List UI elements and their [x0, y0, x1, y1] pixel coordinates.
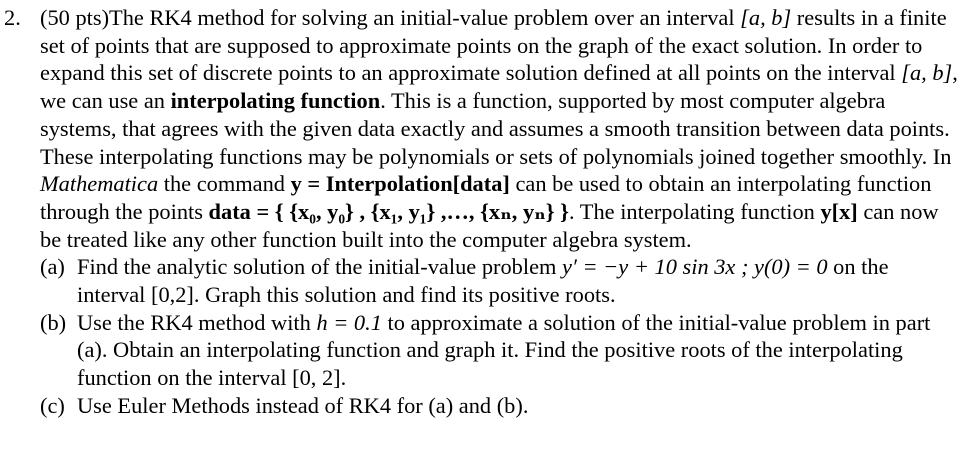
points-expression: data = { {x₀, y₀} , {x₁, y₁} ,…, {xₙ, yₙ} }	[208, 198, 570, 224]
part-a-text-1: Find the analytic solution of the initial-value problem	[77, 254, 563, 280]
part-b	[2, 309, 962, 392]
part-b-text-3: .	[340, 365, 347, 391]
problem-2	[2, 4, 962, 253]
intro-text-3: , we can use an	[40, 60, 958, 114]
intro-text-7: . The interpolating function	[569, 198, 821, 224]
part-a-label: (a)	[40, 254, 65, 280]
part-c	[2, 392, 962, 420]
interpolating-function-bold: interpolating function	[170, 88, 381, 114]
part-a-interval: [0,2]	[150, 282, 194, 308]
intro-text-1: (50 pts)The RK4 method for solving an initial-value problem over an interval	[40, 5, 741, 30]
part-b-interval: [0, 2]	[292, 365, 341, 391]
sub-parts-list	[2, 253, 962, 419]
intro-text-2: results in a finite set of points that are supposed to approximate points on the graph of the exact solution. In order to expand this set of discrete points to an approximate solution defined at all points on the interval	[40, 5, 947, 86]
interval-ab-math: [a, b]	[740, 5, 792, 30]
part-b-text-1: Use the RK4 method with	[77, 309, 317, 335]
part-a-text-3: . Graph this solution and find its positive roots.	[193, 282, 616, 308]
part-b-label: (b)	[40, 309, 67, 335]
part-a-ode: y′ = −y + 10 sin 3x ; y(0) = 0	[562, 254, 828, 280]
yx-expression: y[x]	[820, 198, 858, 224]
part-b-text-2: to approximate a solution of the initial-value problem in part (a). Obtain an interpolating function and graph it. Find the positive roots of the interpolating function on the interval	[77, 309, 931, 391]
part-a-text-2: on the interval	[77, 254, 889, 308]
intro-text-5: the command	[158, 171, 291, 197]
part-c-label: (c)	[40, 392, 65, 418]
part-a	[2, 253, 962, 308]
intro-text-4: . This is a function, supported by most computer algebra systems, that agrees with the given data exactly and assumes a smooth transition between data points. These interpolating functions may be polynomials or sets of polynomials joined together smoothly. In	[40, 88, 952, 169]
problem-number: 2.	[4, 5, 21, 30]
part-b-step: h = 0.1	[316, 309, 382, 335]
interval-ab-math-2: [a, b]	[901, 60, 953, 86]
mathematica-italic: Mathematica	[40, 171, 159, 197]
intro-text-6: can be used to obtain an interpolating function through the points	[40, 171, 932, 224]
interpolation-command: y = Interpolation[data]	[290, 171, 510, 197]
part-c-text-1: Use Euler Methods instead of RK4 for (a) and (b).	[77, 392, 529, 418]
intro-text-8: can now be treated like any other function built into the computer algebra system.	[40, 198, 939, 252]
